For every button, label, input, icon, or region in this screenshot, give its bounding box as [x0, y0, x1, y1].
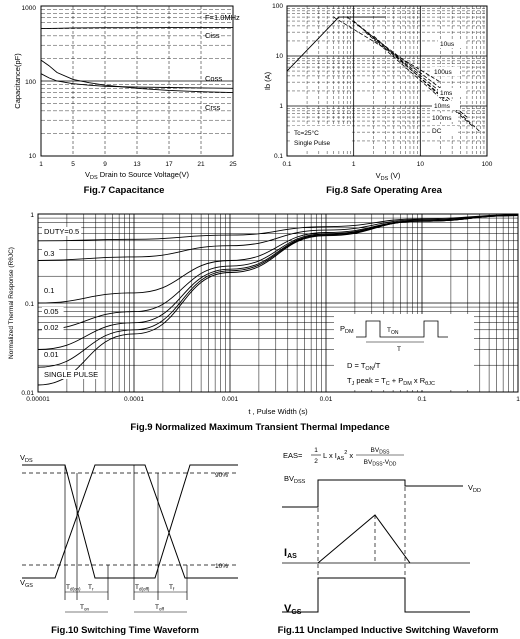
fig9-label-2: 0.1	[44, 286, 55, 295]
fig11-bvdss: $BV_{DSS}$	[284, 474, 306, 485]
fig8-ytick: 1	[279, 103, 283, 110]
fig9-inset-line1: $D = T_{ON}/T$	[347, 361, 381, 372]
fig9-inset-t: T	[397, 346, 401, 353]
fig9-xtick: 1	[516, 396, 520, 403]
fig7-caption: Fig.7 Capacitance	[83, 185, 165, 196]
fig11-eas-formula: EAS=	[283, 451, 303, 460]
fig11-ias: IAS	[284, 547, 297, 560]
fig7-ytick-1000: 1000	[21, 5, 36, 12]
fig8-note-tc: Tc=25°C	[294, 130, 319, 137]
fig10-caption: Fig.10 Switching Time Waveform	[51, 625, 199, 636]
fig7-xtick: 9	[103, 161, 107, 168]
fig9-xtick: 0.001	[221, 396, 239, 403]
fig10-vds: $V_{DS}$	[20, 453, 33, 464]
fig8-xtick: 10	[416, 161, 424, 168]
fig10-tf: $T_f$	[169, 584, 175, 592]
fig10-tdoff: $T_{d(off)}$	[135, 584, 150, 592]
fig9-xtick: 0.1	[417, 396, 427, 403]
fig9-label-5: 0.01	[44, 350, 59, 359]
fig9-thermal-chart	[8, 212, 520, 433]
fig9-label-1: 0.3	[44, 249, 55, 258]
fig8-soa-chart	[263, 3, 493, 196]
fig10-switching-waveform	[22, 465, 238, 612]
fig7-xtick: 5	[71, 161, 75, 168]
fig8-xtick: 1	[351, 161, 356, 168]
fig8-xtick: 100	[481, 161, 493, 168]
fig7-label-ciss: Ciss	[205, 31, 220, 40]
fig9-ytick: 0.1	[24, 301, 34, 308]
fig8-label-10ms: 10ms	[434, 103, 450, 110]
fig9-ytick: 0.01	[21, 390, 34, 397]
fig9-label-6: SINGLE PULSE	[44, 370, 99, 379]
fig11-vgs: VGS	[284, 603, 302, 616]
fig8-ylabel: Ib (A)	[263, 71, 272, 91]
fig10-toff: $T_{off}$	[155, 604, 164, 612]
fig7-xtick: 17	[165, 161, 173, 168]
fig10-ton: $T_{on}$	[80, 604, 89, 612]
fig9-label-3: 0.05	[44, 307, 59, 316]
fig11-uis-waveform	[282, 480, 470, 612]
fig10-tdon: $T_{d(on)}$	[66, 584, 81, 592]
fig8-label-100ms: 100ms	[432, 115, 452, 122]
fig9-xtick: 0.0001	[124, 396, 144, 403]
fig11-half-num: 1	[314, 447, 318, 454]
fig7-label-coss: Coss	[205, 74, 223, 83]
fig11-vdd: $V_{DD}$	[468, 483, 481, 494]
fig9-label-4: 0.02	[44, 323, 59, 332]
fig7-capacitance-chart	[13, 5, 240, 196]
fig8-note-single: Single Pulse	[294, 140, 331, 147]
fig7-label-crss: Crss	[205, 103, 221, 112]
fig8-label-10us: 10us	[440, 41, 455, 48]
fig8-ytick: 10	[275, 53, 283, 60]
fig9-xlabel: t , Pulse Width (s)	[248, 407, 308, 416]
fig8-label-100us: 100us	[434, 69, 452, 76]
fig7-xtick: 25	[229, 161, 237, 168]
fig9-inset-line2: $T_J$ peak = $T_C + P_{DM}$ x $R_{\theta JC}$	[347, 376, 435, 387]
fig10-tr: $T_r$	[88, 584, 94, 592]
fig9-inset-ton: $T_{ON}$	[387, 327, 399, 336]
fig11-half-den: 2	[314, 458, 318, 465]
fig8-label-dc: DC	[432, 128, 442, 135]
fig9-ytick: 1	[30, 212, 34, 219]
fig11-caption: Fig.11 Unclamped Inductive Switching Waveform	[277, 625, 499, 636]
fig7-xtick: 1	[39, 161, 43, 168]
fig7-note: F=1.0MHz	[205, 13, 240, 22]
fig9-xtick: 0.00001	[26, 396, 50, 403]
fig9-label-0: DUTY=0.5	[44, 227, 80, 236]
fig10-p90: 90%	[215, 472, 229, 479]
fig7-ylabel: Capacitance(pF)	[13, 53, 22, 109]
fig10-vgs: $V_{GS}$	[20, 578, 33, 589]
fig11-frac-num: $BV_{DSS}$	[370, 447, 390, 456]
fig7-ytick-100: 100	[25, 79, 36, 86]
fig10-p10: 10%	[215, 563, 229, 570]
fig8-caption: Fig.8 Safe Operating Area	[326, 185, 442, 196]
fig7-xlabel: $V_{DS}$ Drain to Source Voltage(V)	[85, 170, 189, 181]
fig8-ytick: 0.1	[273, 153, 283, 160]
fig9-caption: Fig.9 Normalized Maximum Transient Thermal Impedance	[130, 422, 390, 433]
fig9-ylabel: Normalized Thermal Response (RθJC)	[8, 247, 15, 359]
fig11-mid: L x $I_{AS}^2$ x	[323, 450, 354, 462]
fig7-ytick-10: 10	[28, 153, 36, 160]
fig7-xtick: 21	[197, 161, 205, 168]
fig7-xtick: 13	[133, 161, 141, 168]
fig8-xlabel: $V_{DS}$ (V)	[375, 171, 401, 182]
fig8-label-1ms: 1ms	[440, 90, 453, 97]
fig9-xtick: 0.01	[319, 396, 333, 403]
fig8-ytick: 100	[272, 3, 283, 10]
fig9-inset-pdm: $P_{DM}$	[340, 324, 354, 335]
fig11-frac-den: $BV_{DSS}-V_{DD}$	[363, 459, 397, 468]
fig8-xtick: 0.1	[282, 161, 292, 168]
